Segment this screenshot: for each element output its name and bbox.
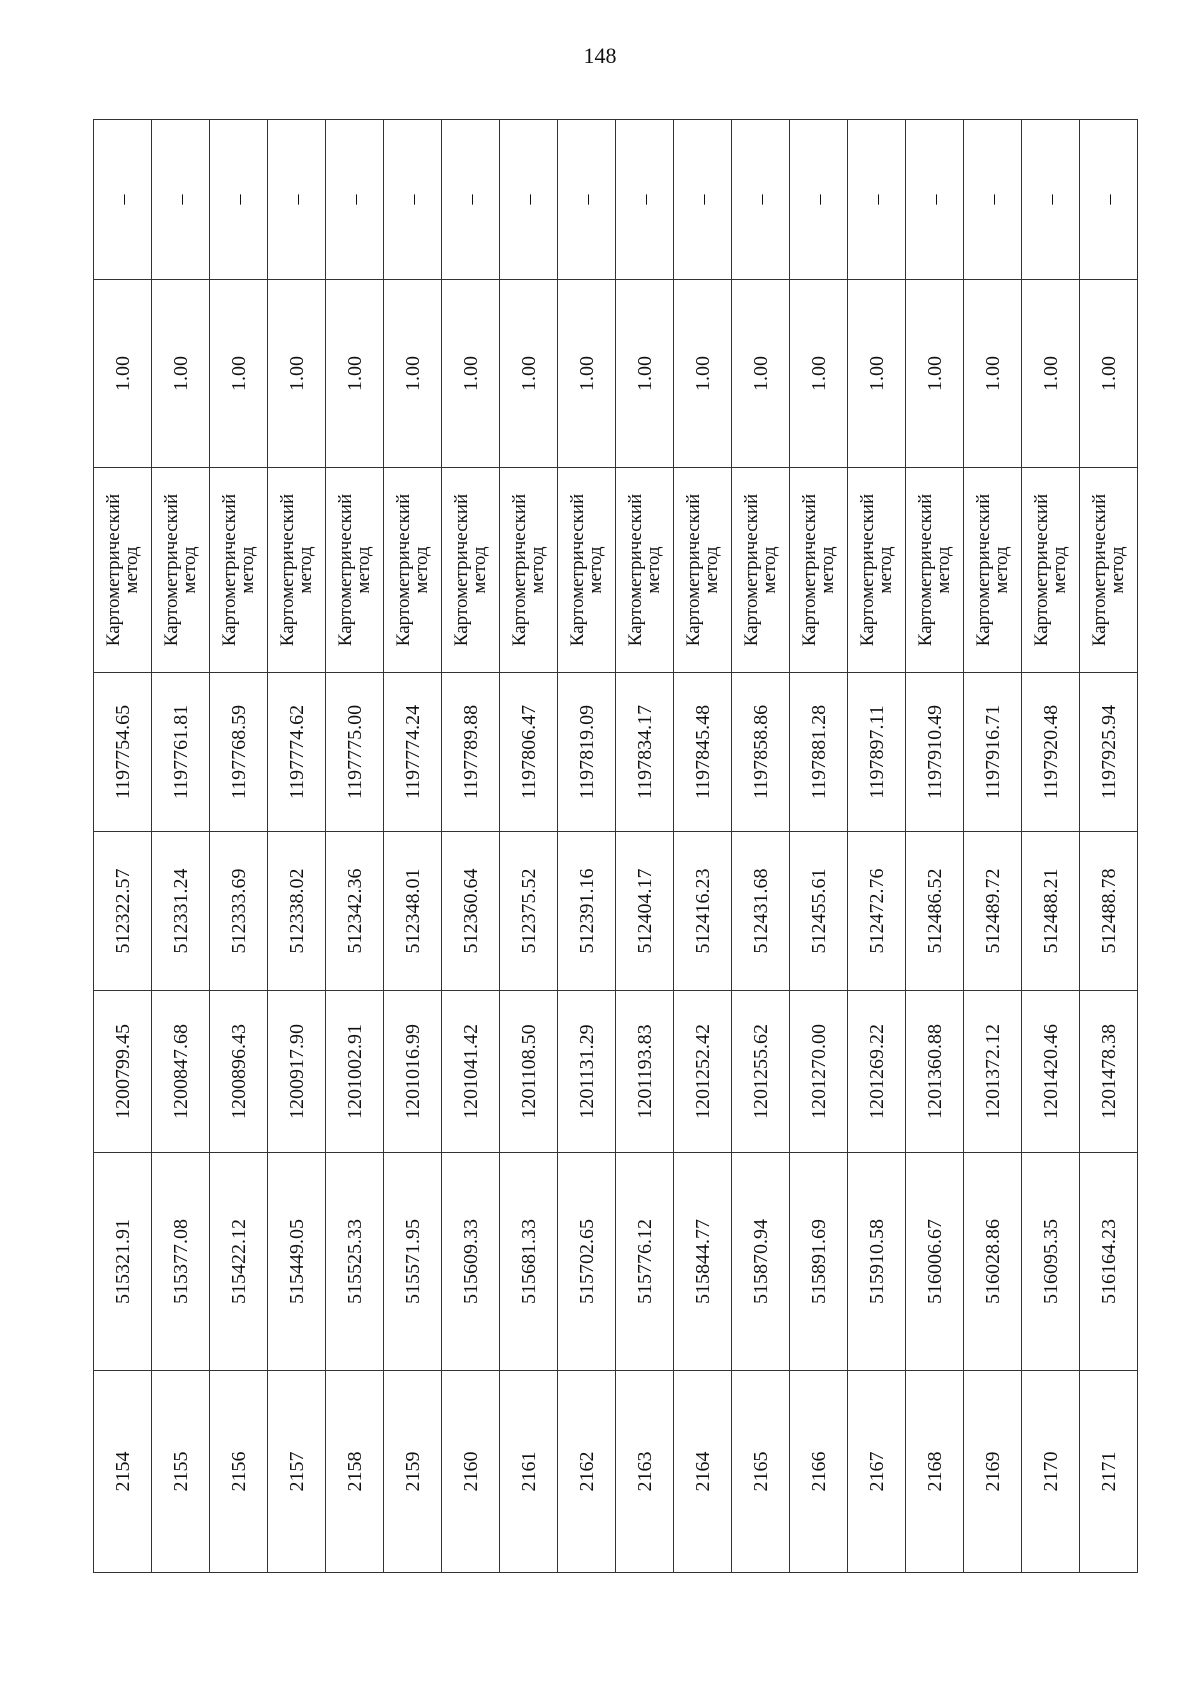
method-line1: Картометрический [914, 493, 936, 647]
cell-num: 2155 [152, 1371, 210, 1573]
cell-method [384, 468, 442, 673]
cell-x2: 512331.24 [152, 832, 210, 991]
method-line2: метод [874, 546, 896, 594]
cell-num: 2164 [674, 1371, 732, 1573]
cell-x2: 512486.52 [906, 832, 964, 991]
cell-y2: 1197754.65 [94, 673, 152, 832]
cell-x1: 515702.65 [558, 1153, 616, 1371]
cell-num: 2163 [616, 1371, 674, 1573]
method-line2: метод [758, 546, 780, 594]
cell-x1: 516006.67 [906, 1153, 964, 1371]
cell-y1: 1201131.29 [558, 991, 616, 1153]
cell-y1: 1201270.00 [790, 991, 848, 1153]
cell-num: 2165 [732, 1371, 790, 1573]
table-row [152, 120, 210, 1573]
cell-note: – [790, 120, 848, 280]
cell-x1: 515609.33 [442, 1153, 500, 1371]
cell-method [558, 468, 616, 673]
method-line2: метод [178, 546, 200, 594]
cell-method [674, 468, 732, 673]
method-line1: Картометрический [508, 493, 530, 647]
cell-method [94, 468, 152, 673]
cell-y2: 1197845.48 [674, 673, 732, 832]
cell-y1: 1201041.42 [442, 991, 500, 1153]
method-line1: Картометрический [624, 493, 646, 647]
cell-x1: 515844.77 [674, 1153, 732, 1371]
page-number: 148 [583, 43, 617, 68]
cell-y2: 1197858.86 [732, 673, 790, 832]
method-line2: метод [1048, 546, 1070, 594]
table-row [964, 120, 1022, 1573]
cell-y1: 1201478.38 [1080, 991, 1138, 1153]
cell-method [1022, 468, 1080, 673]
cell-x1: 515449.05 [268, 1153, 326, 1371]
method-line1: Картометрический [856, 493, 878, 647]
cell-x1: 515870.94 [732, 1153, 790, 1371]
method-line2: метод [294, 546, 316, 594]
cell-method [210, 468, 268, 673]
cell-x2: 512404.17 [616, 832, 674, 991]
method-line1: Картометрический [682, 493, 704, 647]
cell-note: – [732, 120, 790, 280]
cell-method [964, 468, 1022, 673]
cell-num: 2168 [906, 1371, 964, 1573]
method-line1: Картометрический [334, 493, 356, 647]
cell-accuracy: 1.00 [442, 280, 500, 468]
cell-num: 2170 [1022, 1371, 1080, 1573]
cell-method [268, 468, 326, 673]
cell-num: 2159 [384, 1371, 442, 1573]
method-line2: метод [700, 546, 722, 594]
table-row [790, 120, 848, 1573]
cell-y2: 1197774.62 [268, 673, 326, 832]
cell-note: – [1022, 120, 1080, 280]
cell-num: 2156 [210, 1371, 268, 1573]
cell-x1: 515525.33 [326, 1153, 384, 1371]
cell-y1: 1201420.46 [1022, 991, 1080, 1153]
cell-note: – [1080, 120, 1138, 280]
method-line1: Картометрический [276, 493, 298, 647]
cell-x2: 512348.01 [384, 832, 442, 991]
method-line2: метод [584, 546, 606, 594]
cell-y1: 1201255.62 [732, 991, 790, 1153]
cell-num: 2162 [558, 1371, 616, 1573]
cell-num: 2171 [1080, 1371, 1138, 1573]
method-line2: метод [1106, 546, 1128, 594]
cell-num: 2157 [268, 1371, 326, 1573]
method-line2: метод [816, 546, 838, 594]
cell-x2: 512488.78 [1080, 832, 1138, 991]
cell-y2: 1197834.17 [616, 673, 674, 832]
cell-accuracy: 1.00 [964, 280, 1022, 468]
cell-y1: 1201269.22 [848, 991, 906, 1153]
method-line2: метод [236, 546, 258, 594]
method-line1: Картометрический [450, 493, 472, 647]
cell-accuracy: 1.00 [790, 280, 848, 468]
table-row [848, 120, 906, 1573]
cell-x1: 516164.23 [1080, 1153, 1138, 1371]
cell-y1: 1201252.42 [674, 991, 732, 1153]
cell-method [732, 468, 790, 673]
cell-accuracy: 1.00 [1080, 280, 1138, 468]
cell-note: – [906, 120, 964, 280]
cell-y2: 1197789.88 [442, 673, 500, 832]
cell-note: – [442, 120, 500, 280]
table-row [732, 120, 790, 1573]
cell-num: 2161 [500, 1371, 558, 1573]
cell-x2: 512431.68 [732, 832, 790, 991]
method-line1: Картометрический [102, 493, 124, 647]
cell-accuracy: 1.00 [558, 280, 616, 468]
table-row [906, 120, 964, 1573]
coordinates-table [93, 119, 1138, 1573]
cell-accuracy: 1.00 [326, 280, 384, 468]
method-line1: Картометрический [798, 493, 820, 647]
cell-note: – [94, 120, 152, 280]
cell-method [500, 468, 558, 673]
cell-y1: 1201193.83 [616, 991, 674, 1153]
cell-note: – [616, 120, 674, 280]
table-row [442, 120, 500, 1573]
cell-x1: 515377.08 [152, 1153, 210, 1371]
cell-note: – [210, 120, 268, 280]
table-row [268, 120, 326, 1573]
cell-method [848, 468, 906, 673]
cell-x2: 512472.76 [848, 832, 906, 991]
cell-x2: 512338.02 [268, 832, 326, 991]
cell-x2: 512488.21 [1022, 832, 1080, 991]
cell-y1: 1201002.91 [326, 991, 384, 1153]
cell-y1: 1200799.45 [94, 991, 152, 1153]
cell-method [616, 468, 674, 673]
method-line2: метод [526, 546, 548, 594]
table-row [558, 120, 616, 1573]
cell-note: – [558, 120, 616, 280]
coordinates-table-body [94, 120, 1138, 1573]
cell-x1: 516095.35 [1022, 1153, 1080, 1371]
table-row [94, 120, 152, 1573]
cell-x2: 512455.61 [790, 832, 848, 991]
cell-y1: 1200917.90 [268, 991, 326, 1153]
cell-note: – [152, 120, 210, 280]
cell-accuracy: 1.00 [268, 280, 326, 468]
cell-note: – [674, 120, 732, 280]
cell-y2: 1197920.48 [1022, 673, 1080, 832]
method-line1: Картометрический [1088, 493, 1110, 647]
cell-y2: 1197819.09 [558, 673, 616, 832]
cell-x2: 512489.72 [964, 832, 1022, 991]
cell-y2: 1197925.94 [1080, 673, 1138, 832]
cell-y2: 1197768.59 [210, 673, 268, 832]
cell-method [152, 468, 210, 673]
table-row [1080, 120, 1138, 1573]
cell-note: – [268, 120, 326, 280]
method-line1: Картометрический [972, 493, 994, 647]
cell-x2: 512360.64 [442, 832, 500, 991]
cell-accuracy: 1.00 [906, 280, 964, 468]
method-line1: Картометрический [218, 493, 240, 647]
cell-x1: 515571.95 [384, 1153, 442, 1371]
cell-num: 2167 [848, 1371, 906, 1573]
cell-note: – [964, 120, 1022, 280]
cell-y1: 1201016.99 [384, 991, 442, 1153]
cell-x1: 515321.91 [94, 1153, 152, 1371]
table-row [1022, 120, 1080, 1573]
cell-note: – [500, 120, 558, 280]
cell-y2: 1197916.71 [964, 673, 1022, 832]
cell-accuracy: 1.00 [500, 280, 558, 468]
cell-x1: 515681.33 [500, 1153, 558, 1371]
cell-y2: 1197774.24 [384, 673, 442, 832]
cell-accuracy: 1.00 [384, 280, 442, 468]
cell-accuracy: 1.00 [732, 280, 790, 468]
cell-x1: 515891.69 [790, 1153, 848, 1371]
cell-accuracy: 1.00 [152, 280, 210, 468]
cell-x2: 512322.57 [94, 832, 152, 991]
method-line1: Картометрический [392, 493, 414, 647]
cell-accuracy: 1.00 [94, 280, 152, 468]
cell-x2: 512391.16 [558, 832, 616, 991]
method-line2: метод [932, 546, 954, 594]
coordinates-table-frame [93, 120, 1128, 1573]
cell-num: 2169 [964, 1371, 1022, 1573]
coordinates-table-rotated [93, 120, 1128, 1573]
method-line2: метод [990, 546, 1012, 594]
cell-method [326, 468, 384, 673]
cell-x1: 515910.58 [848, 1153, 906, 1371]
cell-num: 2154 [94, 1371, 152, 1573]
method-line1: Картометрический [160, 493, 182, 647]
table-row [210, 120, 268, 1573]
cell-x1: 515422.12 [210, 1153, 268, 1371]
cell-num: 2158 [326, 1371, 384, 1573]
method-line1: Картометрический [1030, 493, 1052, 647]
method-line2: метод [120, 546, 142, 594]
table-row [384, 120, 442, 1573]
method-line2: метод [410, 546, 432, 594]
cell-note: – [848, 120, 906, 280]
cell-x2: 512342.36 [326, 832, 384, 991]
table-row [500, 120, 558, 1573]
cell-accuracy: 1.00 [1022, 280, 1080, 468]
cell-accuracy: 1.00 [210, 280, 268, 468]
cell-y1: 1201108.50 [500, 991, 558, 1153]
cell-x2: 512416.23 [674, 832, 732, 991]
cell-method [790, 468, 848, 673]
cell-x2: 512375.52 [500, 832, 558, 991]
method-line1: Картометрический [566, 493, 588, 647]
cell-num: 2166 [790, 1371, 848, 1573]
table-row [616, 120, 674, 1573]
cell-y2: 1197761.81 [152, 673, 210, 832]
cell-x2: 512333.69 [210, 832, 268, 991]
cell-accuracy: 1.00 [848, 280, 906, 468]
method-line2: метод [642, 546, 664, 594]
cell-y1: 1200847.68 [152, 991, 210, 1153]
cell-x1: 515776.12 [616, 1153, 674, 1371]
cell-method [442, 468, 500, 673]
cell-y2: 1197881.28 [790, 673, 848, 832]
cell-y2: 1197910.49 [906, 673, 964, 832]
cell-method [1080, 468, 1138, 673]
method-line2: метод [352, 546, 374, 594]
cell-y1: 1200896.43 [210, 991, 268, 1153]
cell-y1: 1201360.88 [906, 991, 964, 1153]
cell-method [906, 468, 964, 673]
cell-y2: 1197775.00 [326, 673, 384, 832]
cell-num: 2160 [442, 1371, 500, 1573]
table-row [326, 120, 384, 1573]
table-row [674, 120, 732, 1573]
cell-y1: 1201372.12 [964, 991, 1022, 1153]
cell-y2: 1197806.47 [500, 673, 558, 832]
cell-y2: 1197897.11 [848, 673, 906, 832]
cell-accuracy: 1.00 [616, 280, 674, 468]
cell-note: – [384, 120, 442, 280]
method-line1: Картометрический [740, 493, 762, 647]
cell-x1: 516028.86 [964, 1153, 1022, 1371]
method-line2: метод [468, 546, 490, 594]
cell-accuracy: 1.00 [674, 280, 732, 468]
cell-note: – [326, 120, 384, 280]
